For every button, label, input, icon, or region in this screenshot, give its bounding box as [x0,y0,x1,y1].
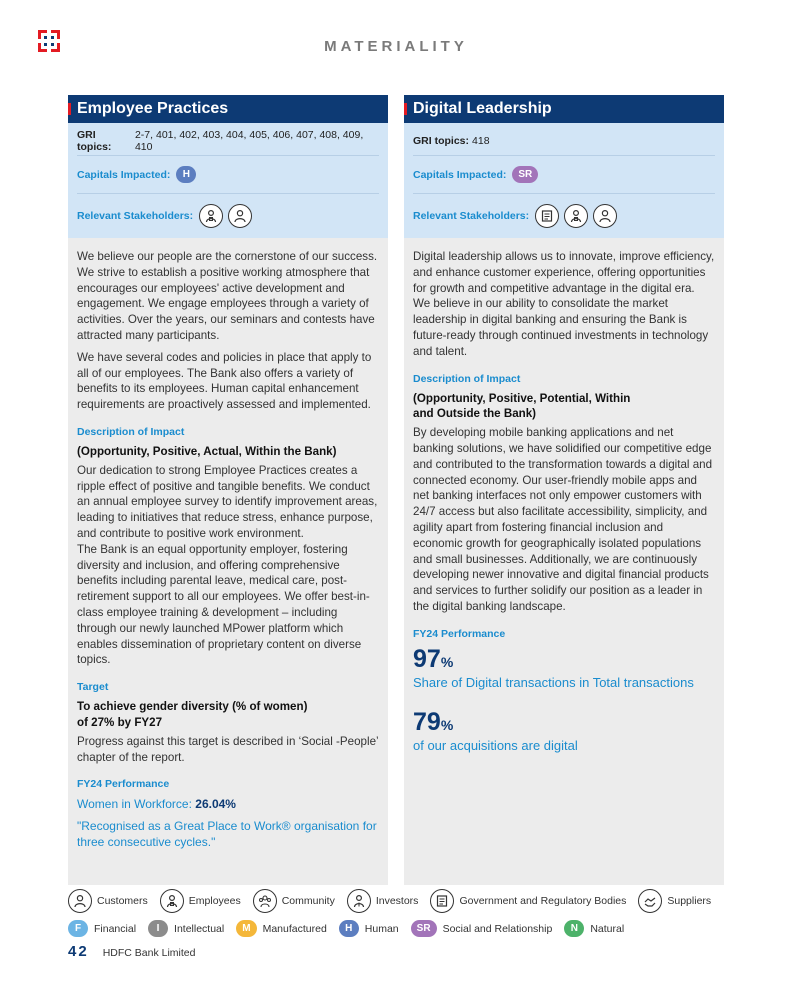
legend-investors [347,889,419,913]
capitals-row [77,156,379,194]
legend-social [411,920,553,937]
legend-label: Community [281,895,335,907]
legend-employees [160,889,241,913]
stat-number: 79 [413,707,441,736]
impact-paragraph: By developing mobile banking applications and net banking solutions, we have solidified our competitive edge and contributed to the transformation towards a digital and connected economy. Our user-friendly mobile apps and net banking interfaces not only empower customers with 24/7 access but also facilitate accessibility, simplicity, and agility apart from fostering financial inclusion and economic growth for geographically isolated populations and small businesses. Additionally, we are continuously developing newer innovative and digital financial products and services to further solidify our position as a leader in the digital banking landscape. [413,426,713,613]
capital-badge: I [148,920,168,937]
gri-label: GRI topics: [77,129,112,153]
page-title: MATERIALITY [324,38,468,55]
target-heading: Target [77,681,109,694]
legend-label: Financial [94,922,137,935]
employees-icon [160,889,184,913]
target-line-2: of 27% by FY27 [77,715,163,729]
legend-natural [564,920,624,937]
performance-heading: FY24 Performance [413,627,506,640]
capital-badge-h: H [176,166,196,183]
legend-community [253,889,335,913]
capitals-label: Capitals Impacted: [77,168,171,181]
stakeholders-label: Relevant Stakeholders: [77,210,194,222]
employees-icon [199,204,223,228]
women-workforce-stat [77,796,379,812]
intro-paragraph: Digital leadership allows us to innovate, improve efficiency, and enhance customer experience, offering opportunities for growth and competitive advantage in the digital era. We believe in our ability to consolidate the market leadership in digital banking and ensuring the Bank is future-ready through continued investments in technology and talent. [413,250,715,358]
community-icon [253,889,277,913]
legend-financial [68,920,136,937]
legend-label: Human [364,922,399,935]
capital-badge: N [564,920,584,937]
capital-badge: M [236,920,256,937]
customers-icon [593,204,617,228]
impact-heading: Description of Impact [77,425,185,438]
gri-row [413,123,715,156]
customers-icon [228,204,252,228]
impact-type: (Opportunity, Positive, Actual, Within the Bank) [77,444,337,458]
company-name: HDFC Bank Limited [102,947,196,959]
employee-practices-panel [68,95,388,885]
gri-row [77,123,379,156]
government-icon [430,889,454,913]
capitals-row [413,156,715,194]
perf-value: 26.04% [195,797,236,812]
government-icon [535,204,559,228]
impact-paragraph-1: Our dedication to strong Employee Practices creates a ripple effect of positive and tangible benefits. We conduct an annual employee survey to identify improvement areas, leading to initiatives that reduce stress, enhance purpose, and contribute to positive work environment. [77,463,378,540]
capital-badge: SR [411,920,437,937]
legend-government [430,889,626,913]
digital-acquisition-value [413,709,715,738]
customers-icon [68,889,92,913]
page-number: 42 [68,943,89,960]
great-place-quote: "Recognised as a Great Place to Work® organisation for three consecutive cycles." [77,819,377,850]
legend-label: Customers [97,895,148,907]
stakeholders-row [77,194,379,238]
impact-paragraph-2: The Bank is an equal opportunity employer, fostering diversity and inclusion, and offering comprehensive benefits including parental leave, medical care, post-retirement support to all our employees. We offer best-in-class employee training & development – including through our newly launched MPower platform which enables dissemination of proprietary content on diverse topics. [77,542,370,667]
stakeholders-label: Relevant Stakeholders: [413,210,530,222]
legend-human [339,920,399,937]
stakeholder-legend [68,889,723,913]
stat-number: 97 [413,644,441,673]
suppliers-icon [638,889,662,913]
capital-legend [68,920,636,937]
perf-label: Women in Workforce: [77,797,192,812]
legend-label: Manufactured [262,922,327,935]
panel-body [404,238,724,754]
intro-paragraph-2: We have several codes and policies in place that apply to all of our employees. The Bank also offers a variety of benefits to its employees. Human capital enhancement requirements are proactively assessed and implemented. [77,350,372,412]
digital-share-desc: Share of Digital transactions in Total transactions [413,674,694,690]
panel-body [68,238,388,850]
impact-heading: Description of Impact [413,372,521,385]
legend-label: Intellectual [174,922,225,935]
legend-suppliers [638,889,711,913]
legend-customers [68,889,148,913]
legend-label: Suppliers [667,895,712,907]
performance-heading: FY24 Performance [77,778,170,791]
panel-title: Employee Practices [68,95,388,123]
impact-type-line-2: and Outside the Bank) [413,407,537,421]
meta-box [68,123,388,238]
impact-type-line-1: (Opportunity, Positive, Potential, Within [413,391,631,405]
gri-label: GRI topics: [413,135,470,147]
capital-badge-sr: SR [512,166,538,183]
gri-value: 418 [472,135,490,147]
page-footer [68,943,195,960]
gri-value: 2-7, 401, 402, 403, 404, 405, 406, 407, 408, 409, 410 [134,129,364,153]
legend-label: Investors [375,895,419,907]
meta-box [404,123,724,238]
stakeholders-row [413,194,715,238]
target-line-1: To achieve gender diversity (% of women) [77,700,308,714]
digital-acquisition-desc: of our acquisitions are digital [413,737,578,753]
target-text: Progress against this target is described in ‘Social -People’ chapter of the report. [77,734,379,764]
legend-manufactured [236,920,327,937]
stat-unit: % [440,653,454,670]
capitals-label: Capitals Impacted: [413,168,507,181]
capital-badge: H [339,920,359,937]
legend-label: Natural [590,922,625,935]
panel-title: Digital Leadership [404,95,724,123]
investors-icon [347,889,371,913]
employees-icon [564,204,588,228]
digital-share-value [413,646,715,675]
legend-label: Employees [188,895,241,907]
legend-label: Social and Relationship [442,922,553,935]
digital-leadership-panel [404,95,724,885]
legend-intellectual [148,920,224,937]
capital-badge: F [68,920,88,937]
legend-label: Government and Regulatory Bodies [459,895,627,907]
stat-unit: % [440,716,454,733]
intro-paragraph-1: We believe our people are the cornerstone of our success. We strive to establish a positive working atmosphere that encourages our employees' active development and engagement. We engage employees through a variety of activities. Over the years, our seminars and contests have attracted many participants. [77,250,378,342]
